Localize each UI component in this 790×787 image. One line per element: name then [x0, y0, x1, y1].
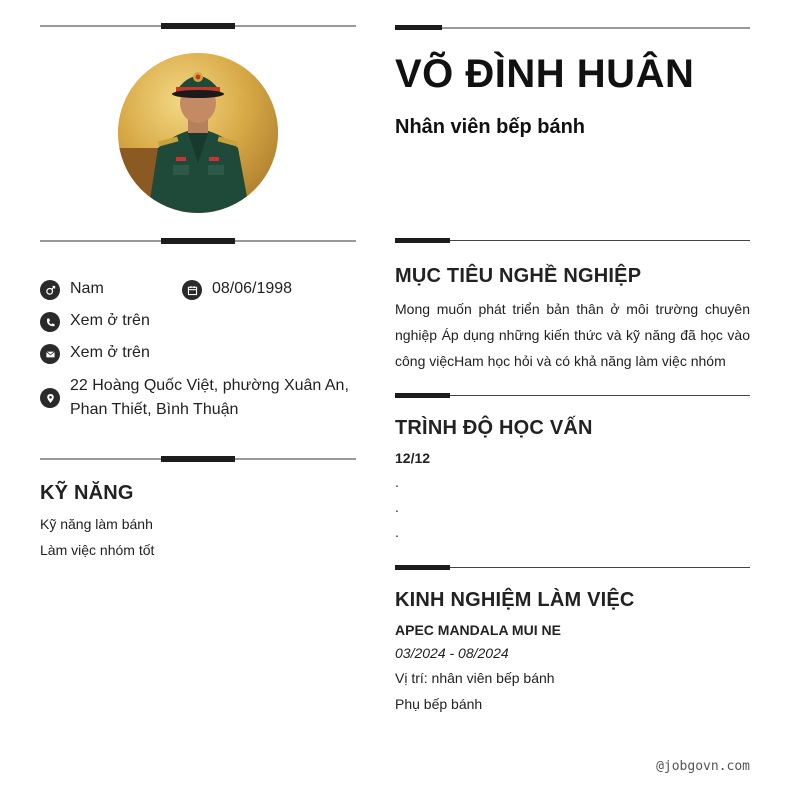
map-pin-icon: [40, 388, 60, 408]
top-right-divider: [395, 27, 750, 29]
email-value: Xem ở trên: [70, 344, 150, 361]
birthdate-row: [182, 280, 292, 300]
top-left-divider: [40, 25, 356, 27]
birthdate-value: 08/06/1998: [212, 280, 293, 297]
experience-divider: [395, 567, 750, 568]
education-line: .: [395, 524, 399, 540]
skills-title: KỸ NĂNG: [40, 482, 134, 504]
education-level: 12/12: [395, 450, 431, 466]
watermark: @jobgovn.com: [656, 759, 750, 774]
education-line: .: [395, 474, 399, 490]
experience-title: KINH NGHIỆM LÀM VIỆC: [395, 589, 635, 611]
phone-value: Xem ở trên: [70, 312, 150, 329]
email-row: [40, 344, 150, 364]
gender-icon: [40, 280, 60, 300]
candidate-name: VÕ ĐÌNH HUÂN: [395, 52, 695, 96]
work-detail: Phụ bếp bánh: [395, 696, 483, 712]
calendar-icon: [182, 280, 202, 300]
phone-icon: [40, 312, 60, 332]
address-value: 22 Hoàng Quốc Việt, phường Xuân An, Phan Thiết, Bình Thuận: [70, 377, 349, 418]
gender-value: Nam: [70, 280, 104, 297]
job-title: Nhân viên bếp bánh: [395, 116, 586, 138]
education-divider: [395, 395, 750, 396]
company-name: APEC MANDALA MUI NE: [395, 622, 561, 638]
education-line: .: [395, 499, 399, 515]
education-title: TRÌNH ĐỘ HỌC VẤN: [395, 417, 593, 439]
skill-item: Kỹ năng làm bánh: [40, 516, 153, 532]
objective-title: MỤC TIÊU NGHỀ NGHIỆP: [395, 265, 642, 287]
work-position: Vị trí: nhân viên bếp bánh: [395, 670, 555, 686]
objective-text: Mong muốn phát triển bản thân ở môi trường chuyên nghiệp Áp dụng những kiến thức và kỹ năng đã học vào công việcHam học hỏi và có khả năng làm việc nhóm: [395, 301, 750, 369]
phone-row: [40, 312, 150, 332]
objective-divider: [395, 240, 750, 241]
envelope-icon: [40, 344, 60, 364]
work-period: 03/2024 - 08/2024: [395, 645, 509, 661]
address-row: [40, 374, 360, 422]
mid-left-divider: [40, 240, 356, 242]
soldier-portrait-image: [118, 53, 278, 213]
profile-photo: [118, 53, 278, 213]
skill-item: Làm việc nhóm tốt: [40, 542, 155, 558]
gender-row: [40, 280, 104, 300]
skills-divider: [40, 458, 356, 460]
